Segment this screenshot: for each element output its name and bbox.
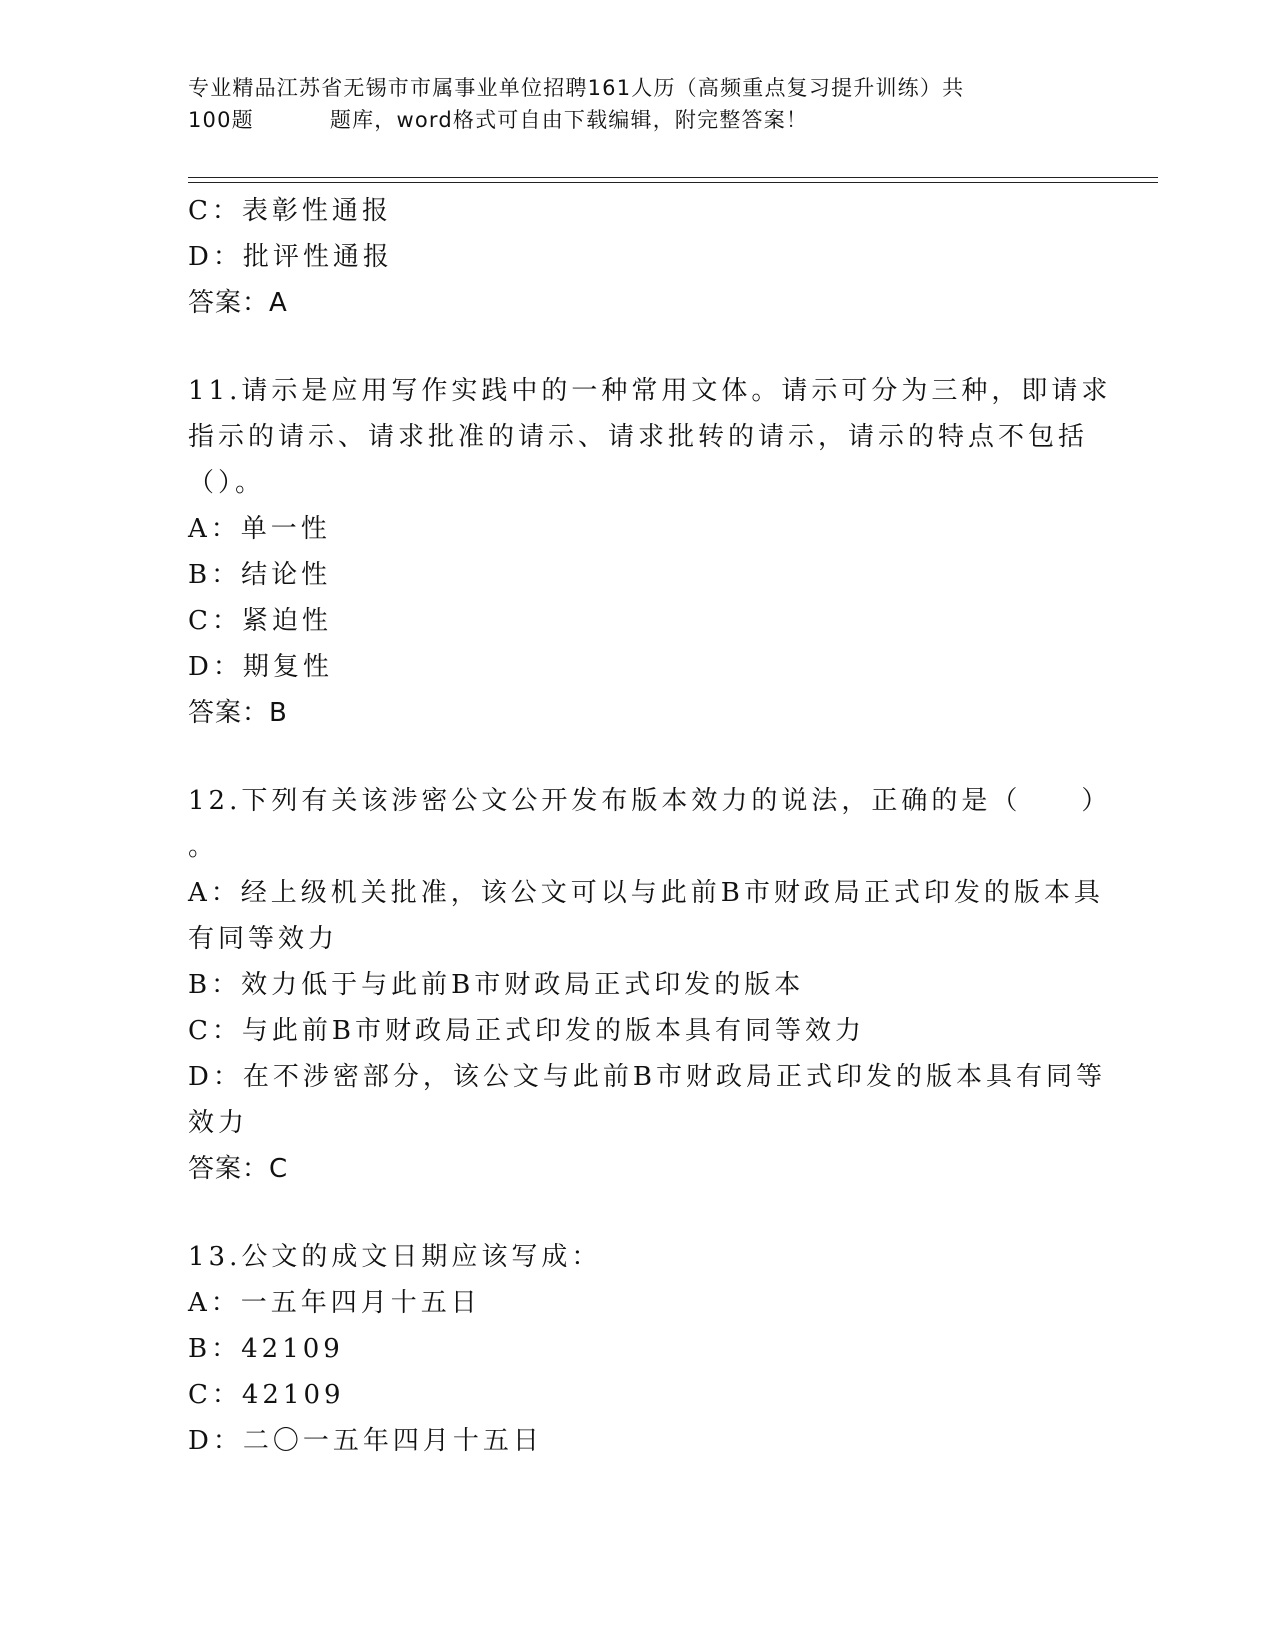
question-stem-line: （）。: [188, 468, 266, 498]
question-stem-line: 13.公文的成文日期应该写成：: [188, 1242, 602, 1272]
option-a: A：经上级机关批准，该公文可以与此前B市财政局正式印发的版本具: [188, 878, 1104, 908]
option-b: B：效力低于与此前B市财政局正式印发的版本: [188, 970, 805, 1000]
option-d: D：在不涉密部分，该公文与此前B市财政局正式印发的版本具有同等: [188, 1062, 1106, 1092]
option-a: A：单一性: [188, 514, 331, 544]
question-stem-line: 11.请示是应用写作实践中的一种常用文体。请示可分为三种，即请求: [188, 376, 1112, 406]
option-b: B：结论性: [188, 560, 332, 590]
question-stem-line: 。: [188, 832, 219, 862]
header-count: 100题: [188, 108, 254, 132]
option-d-continued: 效力: [188, 1108, 249, 1138]
option-a-continued: 有同等效力: [188, 924, 339, 954]
header-title-line-2: [188, 104, 1088, 136]
option-c: C：与此前B市财政局正式印发的版本具有同等效力: [188, 1016, 866, 1046]
option-a: A：一五年四月十五日: [188, 1288, 481, 1318]
answer-line: 答案：C: [188, 1154, 289, 1184]
answer-line: 答案：A: [188, 288, 288, 318]
header-divider-top: [188, 177, 1158, 178]
answer-line: 答案：B: [188, 698, 288, 728]
question-stem-line: 12.下列有关该涉密公文公开发布版本效力的说法，正确的是（ ）: [188, 786, 1112, 816]
header-title-line-1: 专业精品江苏省无锡市市属事业单位招聘161人历（高频重点复习提升训练）共: [188, 76, 965, 100]
option-d: D：二〇一五年四月十五日: [188, 1426, 543, 1456]
option-d: D：期复性: [188, 652, 333, 682]
question-13: [188, 1234, 1088, 1464]
question-10-tail: [188, 188, 1088, 326]
page-header: [188, 72, 1088, 136]
question-stem-line: 指示的请示、请求批准的请示、请求批转的请示，请示的特点不包括: [188, 422, 1089, 452]
option-c: C：42109: [188, 1380, 345, 1410]
option-c: C：表彰性通报: [188, 196, 392, 226]
option-b: B：42109: [188, 1334, 344, 1364]
question-12: [188, 778, 1112, 1192]
question-11: [188, 368, 1112, 736]
option-c: C：紧迫性: [188, 606, 332, 636]
header-subtitle: 题库，word格式可自由下载编辑，附完整答案！: [329, 108, 809, 132]
option-d: D：批评性通报: [188, 242, 393, 272]
header-divider-bottom: [188, 182, 1158, 183]
question-content: [188, 188, 1112, 1464]
